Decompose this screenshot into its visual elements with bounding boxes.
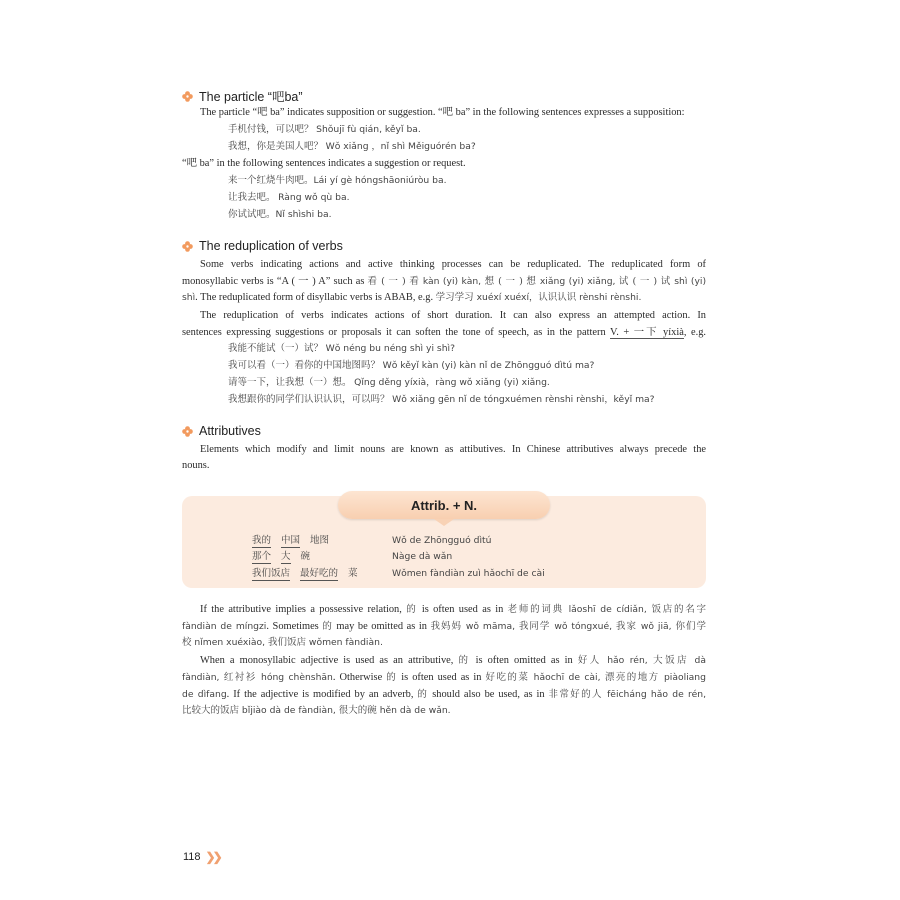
flower-bullet-icon [182,241,193,252]
paragraph: Elements which modify and limit nouns are known as attibutives. In Chinese attributives always precede the [200,444,706,455]
pattern-row: 那个 大 碗 Nàge dà wǎn [252,551,453,562]
section-heading-attributives [182,424,261,438]
example-sentence: 我可以看（一）看你的中国地图吗？ Wǒ kěyǐ kàn (yi) kàn nǐ de Zhōngguó dìtú ma? [228,360,595,371]
example-sentence: 我能不能试（一）试？ Wǒ néng bu néng shì yi shì? [228,343,455,354]
section-heading-reduplication [182,239,343,253]
example-sentence: 让我去吧。 Ràng wǒ qù ba. [228,192,350,203]
paragraph: 校 nǐmen xuéxiào, 我们饭店 wǒmen fàndiàn. [182,637,383,648]
pattern-row: 我们饭店 最好吃的 菜 Wǒmen fàndiàn zuì hǎochī de cài [252,568,545,579]
pattern-title: Attrib. + N. [338,491,550,519]
example-sentence: 请等一下，让我想（一）想。 Qǐng děng yíxià，ràng wǒ xiǎng (yi) xiǎng. [228,377,550,388]
flower-bullet-icon [182,91,193,102]
paragraph: nouns. [182,460,210,471]
pattern-underlined: V. + 一下 yíxià [610,327,684,338]
paragraph: fàndiàn de míngzi. Sometimes 的 may be omitted as in 我妈妈 wǒ māma, 我同学 wǒ tóngxué, 我家 wǒ jiā, 你们学 [182,621,706,632]
paragraph: When a monosyllabic adjective is used as an attributive, 的 is often omitted as in 好人 hǎo rén, 大饭店 dà [200,655,706,666]
paragraph: The particle “吧 ba” indicates supposition or suggestion. “吧 ba” in the following sentences expresses a supposition: [200,107,685,118]
paragraph: monosyllabic verbs is “A ( 一 ) A” such as 看 ( 一 ) 看 kàn (yi) kàn, 想 ( 一 ) 想 xiǎng (yi) xiǎng, 试 ( 一 ) 试 shì (yi) [182,276,707,287]
pattern-row: 我的 中国 地图 Wǒ de Zhōngguó dìtú [252,535,492,546]
paragraph: The reduplication of verbs indicates actions of short duration. It can also express an attempted action. In [200,310,706,321]
heading-text: The reduplication of verbs [199,239,343,253]
paragraph: sentences expressing suggestions or proposals it can soften the tone of speech, as in the pattern V. + 一下 yíxià, e.g. [182,327,707,338]
paragraph: If the attributive implies a possessive relation, 的 is often used as in 老师的词典 lǎoshī de cídiǎn, 饭店的名字 [200,604,706,615]
example-sentence: 手机付钱，可以吧？ Shǒujī fù qián, kěyǐ ba. [228,124,421,135]
paragraph: shì. The reduplicated form of disyllabic verbs is ABAB, e.g. 学习学习 xuéxí xuéxí，认识认识 rènshi rènshi. [182,292,642,303]
paragraph: “吧 ba” in the following sentences indicates a suggestion or request. [182,158,466,169]
heading-text: Attributives [199,424,261,438]
heading-text: The particle “吧ba” [199,90,303,104]
page-footer [183,850,220,864]
paragraph: Some verbs indicating actions and active thinking processes can be reduplicated. The reduplicated form of [200,259,706,270]
example-sentence: 来一个红烧牛肉吧。Lái yí gè hóngshāoniúròu ba. [228,175,447,186]
section-heading-particle-ba [182,87,303,105]
flower-bullet-icon [182,426,193,437]
page-number: 118 [183,851,201,863]
paragraph: de dìfang. If the adjective is modified by an adverb, 的 should also be used, as in 非常好的人 fēicháng hǎo de rén, [182,689,707,700]
double-chevron-right-icon: ❯❯ [205,850,220,864]
paragraph: fàndiàn, 红衬衫 hóng chènshān. Otherwise 的 is often used as in 好吃的菜 hǎochī de cài, 漂亮的地方 piàoliang [182,672,706,683]
example-sentence: 我想，你是美国人吧？ Wǒ xiǎng ，nǐ shì Měiguórén ba? [228,141,476,152]
paragraph: 比较大的饭店 bǐjiào dà de fàndiàn, 很大的碗 hěn dà de wǎn. [182,705,451,716]
example-sentence: 你试试吧。Nǐ shìshi ba. [228,209,332,220]
example-sentence: 我想跟你的同学们认识认识，可以吗？ Wǒ xiǎng gēn nǐ de tóngxuémen rènshi rènshi，kěyǐ ma? [228,394,655,405]
